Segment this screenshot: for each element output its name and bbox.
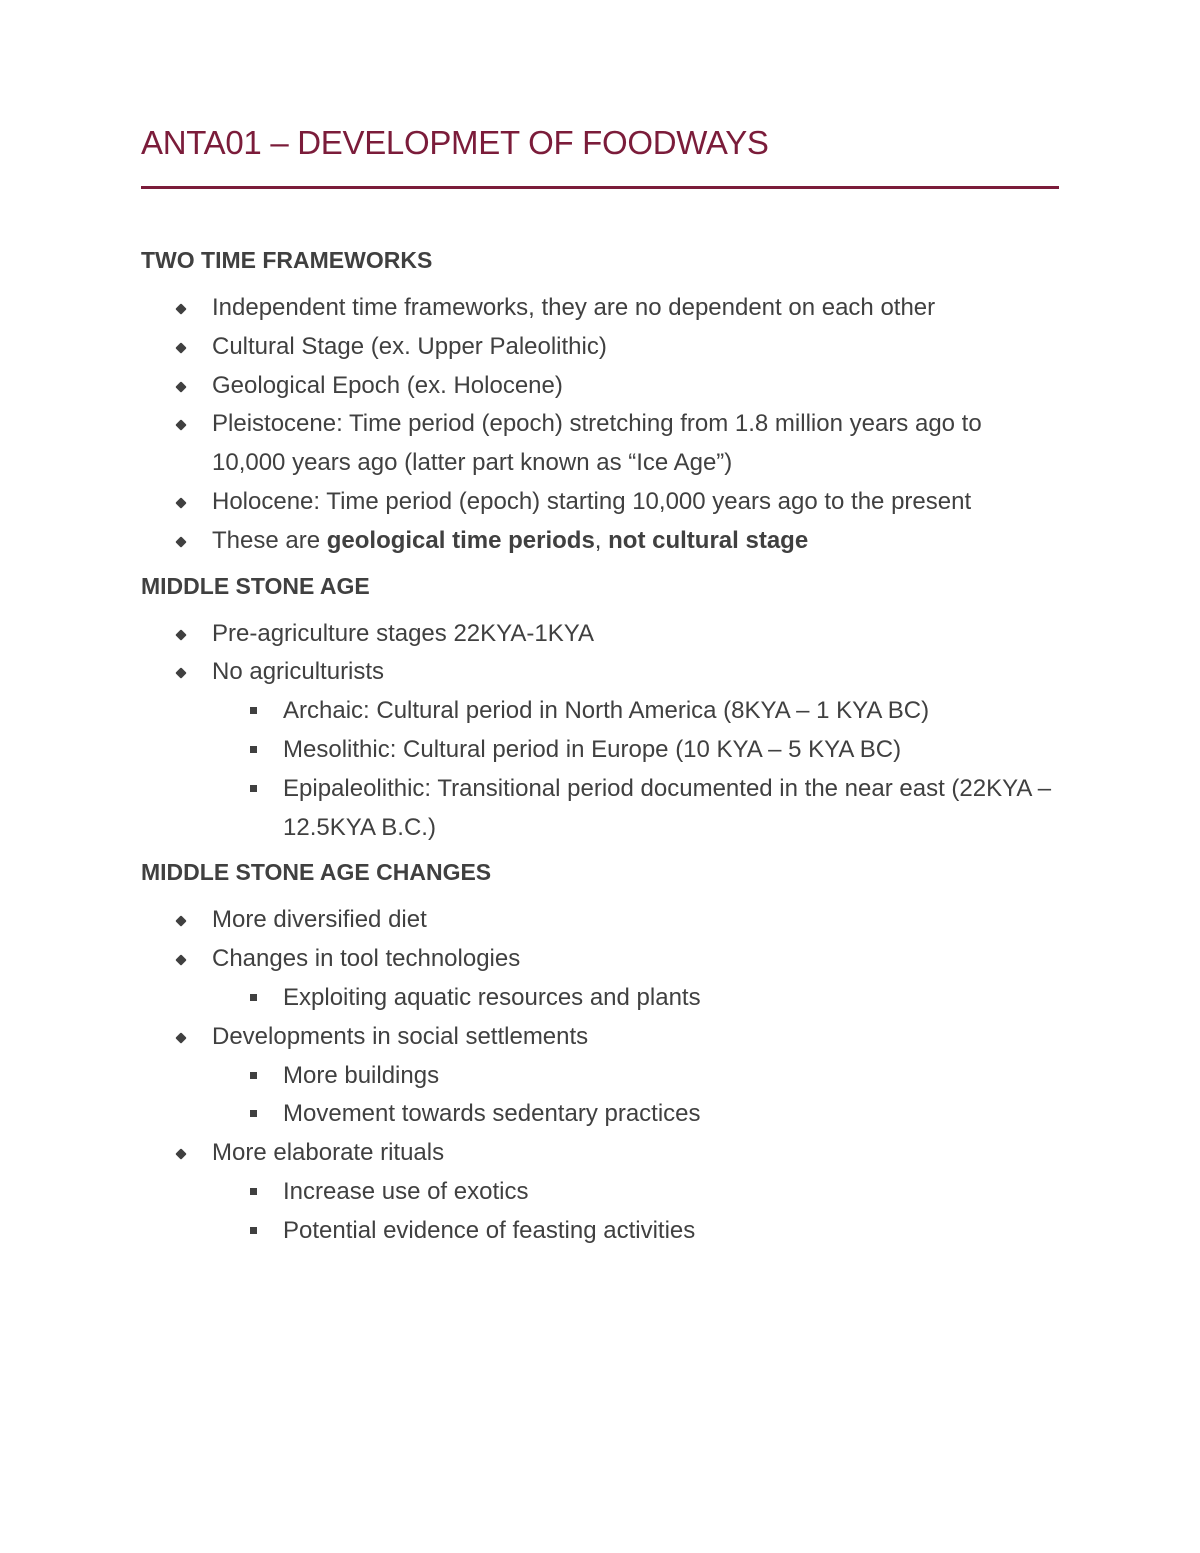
- sub-list-item-text: Increase use of exotics: [283, 1177, 529, 1205]
- list-item: [141, 328, 1059, 367]
- list-item-text-bold: not cultural stage: [608, 526, 809, 554]
- diamond-bullet-icon: [175, 342, 186, 353]
- list-item-text-mid: ,: [594, 526, 609, 554]
- section-two-time-frameworks: [141, 245, 1059, 561]
- list-item-text: Pre-agriculture stages 22KYA-1KYA: [212, 619, 594, 647]
- sub-list-item: [212, 731, 1059, 770]
- diamond-bullet-icon: [175, 497, 186, 508]
- document-title: ANTA01 – DEVELOPMET OF FOODWAYS: [141, 124, 769, 161]
- list-item: [141, 653, 1059, 847]
- list-item: [141, 615, 1059, 654]
- sub-list-item: [212, 1057, 1059, 1096]
- sub-bullet-list: [212, 1173, 1059, 1251]
- diamond-bullet-icon: [175, 381, 186, 392]
- square-bullet-icon: [250, 1227, 257, 1234]
- sub-bullet-list: [212, 692, 1059, 847]
- sub-list-item: [212, 1173, 1059, 1212]
- list-item-text: Changes in tool technologies: [212, 945, 521, 973]
- list-item: [141, 901, 1059, 940]
- square-bullet-icon: [250, 1072, 257, 1079]
- square-bullet-icon: [250, 707, 257, 714]
- list-item-text: Independent time frameworks, they are no dependent on each other: [212, 294, 936, 321]
- square-bullet-icon: [250, 994, 257, 1001]
- bullet-list: [141, 615, 1059, 848]
- diamond-bullet-icon: [175, 536, 186, 547]
- diamond-bullet-icon: [175, 916, 186, 927]
- diamond-bullet-icon: [175, 420, 186, 431]
- sub-list-item: [212, 770, 1059, 848]
- list-item: [141, 483, 1059, 522]
- bullet-list: [141, 289, 1059, 561]
- sub-list-item-text: Mesolithic: Cultural period in Europe (10 KYA – 5 KYA BC): [283, 735, 902, 763]
- title-divider: [141, 186, 1059, 189]
- section-heading: TWO TIME FRAMEWORKS: [141, 247, 433, 273]
- diamond-bullet-icon: [175, 668, 186, 679]
- diamond-bullet-icon: [175, 954, 186, 965]
- document-page: [141, 120, 1059, 1259]
- bullet-list: [141, 901, 1059, 1250]
- list-item: [141, 367, 1059, 406]
- list-item: [141, 289, 1059, 328]
- list-item-text: Cultural Stage (ex. Upper Paleolithic): [212, 332, 607, 360]
- list-item-text-prefix: These are: [212, 526, 327, 554]
- list-item-text: Developments in social settlements: [212, 1022, 589, 1050]
- list-item: [141, 1134, 1059, 1250]
- square-bullet-icon: [250, 1110, 257, 1117]
- square-bullet-icon: [250, 785, 257, 792]
- sub-list-item-text: Exploiting aquatic resources and plants: [283, 983, 701, 1011]
- diamond-bullet-icon: [175, 629, 186, 640]
- list-item: [141, 522, 1059, 561]
- sub-list-item: [212, 1212, 1059, 1251]
- list-item-text: No agriculturists: [212, 658, 385, 686]
- sub-list-item: [212, 1095, 1059, 1134]
- sub-list-item-text: Movement towards sedentary practices: [283, 1100, 701, 1128]
- sub-list-item-text: More buildings: [283, 1061, 440, 1089]
- sub-list-item: [212, 692, 1059, 731]
- list-item-text: More diversified diet: [212, 906, 427, 934]
- section-middle-stone-age: [141, 571, 1059, 848]
- list-item-text: Pleistocene: Time period (epoch) stretching from 1.8 million years ago to 10,000 years ago (latter part known as “Ice Age”): [212, 410, 982, 477]
- sub-list-item: [212, 979, 1059, 1018]
- sub-bullet-list: [212, 1057, 1059, 1135]
- sub-bullet-list: [212, 979, 1059, 1018]
- section-middle-stone-age-changes: [141, 857, 1059, 1250]
- list-item-text-bold: geological time periods: [326, 526, 595, 554]
- list-item-text: Geological Epoch (ex. Holocene): [212, 371, 563, 399]
- sub-list-item-text: Archaic: Cultural period in North America (8KYA – 1 KYA BC): [283, 697, 930, 725]
- diamond-bullet-icon: [175, 1148, 186, 1159]
- list-item: [141, 1018, 1059, 1134]
- square-bullet-icon: [250, 1188, 257, 1195]
- sub-list-item-text: Potential evidence of feasting activities: [283, 1216, 696, 1244]
- list-item-text: More elaborate rituals: [212, 1139, 445, 1167]
- list-item-text: Holocene: Time period (epoch) starting 10,000 years ago to the present: [212, 487, 972, 515]
- diamond-bullet-icon: [175, 303, 186, 314]
- section-heading: MIDDLE STONE AGE: [141, 572, 370, 599]
- diamond-bullet-icon: [175, 1032, 186, 1043]
- list-item: [141, 405, 1059, 483]
- section-heading: MIDDLE STONE AGE CHANGES: [141, 859, 492, 886]
- square-bullet-icon: [250, 746, 257, 753]
- list-item: [141, 940, 1059, 1018]
- sub-list-item-text: Epipaleolithic: Transitional period documented in the near east (22KYA – 12.5KYA B.C.): [283, 774, 1052, 841]
